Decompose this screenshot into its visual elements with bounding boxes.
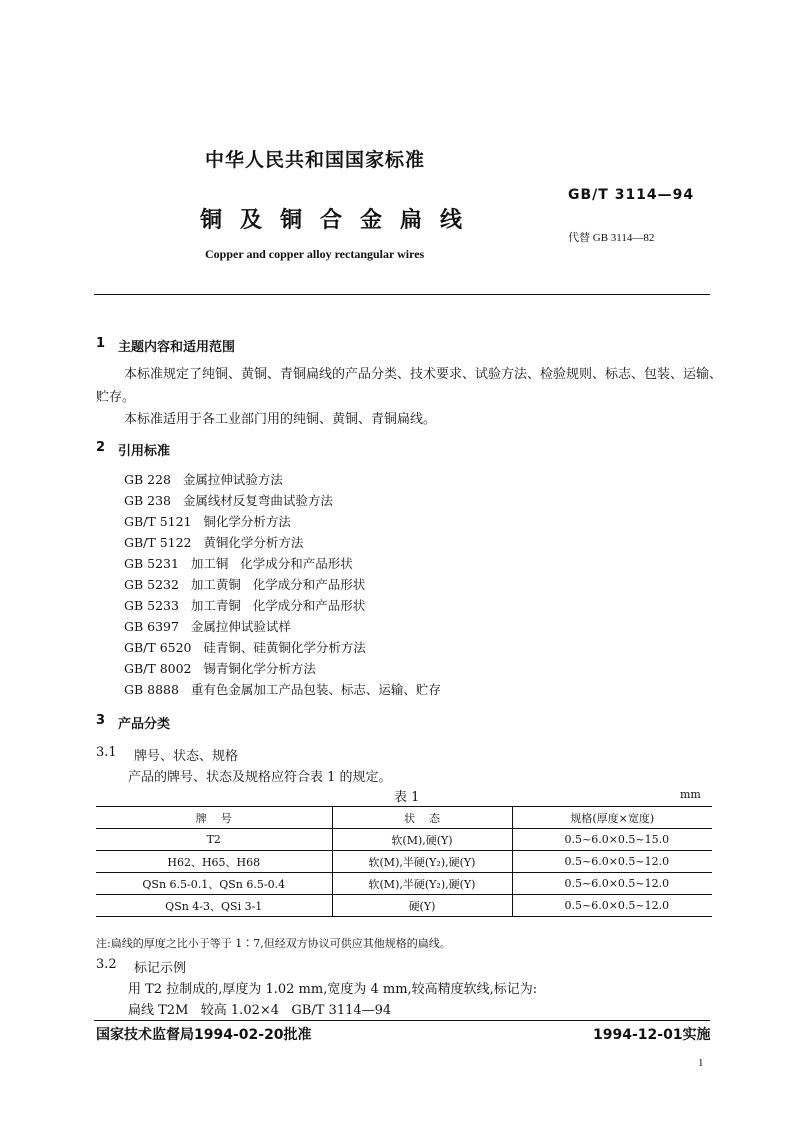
section-3-heading: 产品分类 — [118, 717, 171, 732]
header-divider — [94, 294, 710, 295]
reference-item: GB/T 6520 硅青铜、硅黄铜化学分析方法 — [124, 640, 366, 655]
subsection-3-2-number: 3.2 — [96, 957, 117, 972]
reference-item: GB 6397 金属拉伸试验试样 — [124, 619, 291, 634]
reference-item: GB 5232 加工黄铜 化学成分和产品形状 — [124, 577, 366, 592]
table-header-row — [96, 807, 712, 829]
reference-item: GB 5231 加工铜 化学成分和产品形状 — [124, 556, 353, 571]
cell-dimensions: 0.5~6.0×0.5~12.0 — [512, 873, 712, 895]
table-note: 注:扁线的厚度之比小于等于 1∶7,但经双方协议可供应其他规格的扁线。 — [96, 937, 451, 950]
page-number: 1 — [698, 1057, 704, 1069]
reference-item: GB/T 5121 铜化学分析方法 — [124, 514, 291, 529]
table-row — [96, 895, 712, 917]
table-row — [96, 873, 712, 895]
standard-number: GB/T 3114—94 — [568, 187, 695, 203]
section-2-heading: 引用标准 — [118, 444, 171, 459]
column-header-dimensions: 规格(厚度×宽度) — [512, 807, 712, 829]
cell-grade: QSn 6.5-0.1、QSn 6.5-0.4 — [96, 873, 332, 895]
cell-temper: 软(M),半硬(Y₂),硬(Y) — [332, 851, 512, 873]
cell-grade: H62、H65、H68 — [96, 851, 332, 873]
cell-grade: T2 — [96, 829, 332, 851]
approval-statement: 国家技术监督局1994-02-20批准 — [96, 1027, 312, 1043]
section-1-paragraph-2: 本标准适用于各工业部门用的纯铜、黄铜、青铜扁线。 — [124, 412, 437, 427]
column-header-temper: 状 态 — [332, 807, 512, 829]
cell-dimensions: 0.5~6.0×0.5~12.0 — [512, 895, 712, 917]
section-1-heading: 主题内容和适用范围 — [118, 340, 236, 355]
implementation-date: 1994-12-01实施 — [593, 1027, 711, 1043]
section-1-number: 1 — [96, 336, 106, 351]
spec-table — [96, 806, 712, 917]
subsection-3-1-number: 3.1 — [96, 745, 117, 760]
reference-item: GB 5233 加工青铜 化学成分和产品形状 — [124, 598, 366, 613]
cell-temper: 软(M),硬(Y) — [332, 829, 512, 851]
reference-item: GB 238 金属线材反复弯曲试验方法 — [124, 493, 333, 508]
section-3-number: 3 — [96, 713, 106, 728]
replaces-standard: 代替 GB 3114—82 — [568, 232, 655, 244]
cell-dimensions: 0.5~6.0×0.5~12.0 — [512, 851, 712, 873]
cell-temper: 硬(Y) — [332, 895, 512, 917]
reference-item: GB/T 8002 锡青铜化学分析方法 — [124, 661, 316, 676]
reference-item: GB/T 5122 黄铜化学分析方法 — [124, 535, 304, 550]
section-1-paragraph-1-line-2: 贮存。 — [96, 390, 136, 405]
section-1-paragraph-1-line-1: 本标准规定了纯铜、黄铜、青铜扁线的产品分类、技术要求、试验方法、检验规则、标志、包装、运输、 — [124, 367, 723, 382]
english-title: Copper and copper alloy rectangular wires — [205, 247, 425, 261]
document-title: 铜及铜合金扁线 — [200, 208, 481, 233]
subsection-3-2-text: 用 T2 拉制成的,厚度为 1.02 mm,宽度为 4 mm,较高精度软线,标记为: — [128, 982, 538, 997]
section-2-number: 2 — [96, 440, 106, 455]
table-row — [96, 829, 712, 851]
table-row — [96, 851, 712, 873]
subsection-3-2-heading: 标记示例 — [134, 961, 187, 976]
footer-divider — [94, 1020, 710, 1021]
cell-dimensions: 0.5~6.0×0.5~15.0 — [512, 829, 712, 851]
reference-item: GB 8888 重有色金属加工产品包装、标志、运输、贮存 — [124, 682, 441, 697]
cell-grade: QSn 4-3、QSi 3-1 — [96, 895, 332, 917]
marking-example: 扁线 T2M 较高 1.02×4 GB/T 3114—94 — [128, 1003, 392, 1018]
national-standard-title: 中华人民共和国国家标准 — [205, 149, 426, 171]
table-unit: mm — [680, 788, 701, 801]
subsection-3-1-text: 产品的牌号、状态及规格应符合表 1 的规定。 — [128, 770, 392, 785]
reference-item: GB 228 金属拉伸试验方法 — [124, 472, 283, 487]
subsection-3-1-heading: 牌号、状态、规格 — [134, 749, 239, 764]
cell-temper: 软(M),半硬(Y₂),硬(Y) — [332, 873, 512, 895]
table-caption: 表 1 — [394, 790, 420, 805]
column-header-grade: 牌 号 — [96, 807, 332, 829]
